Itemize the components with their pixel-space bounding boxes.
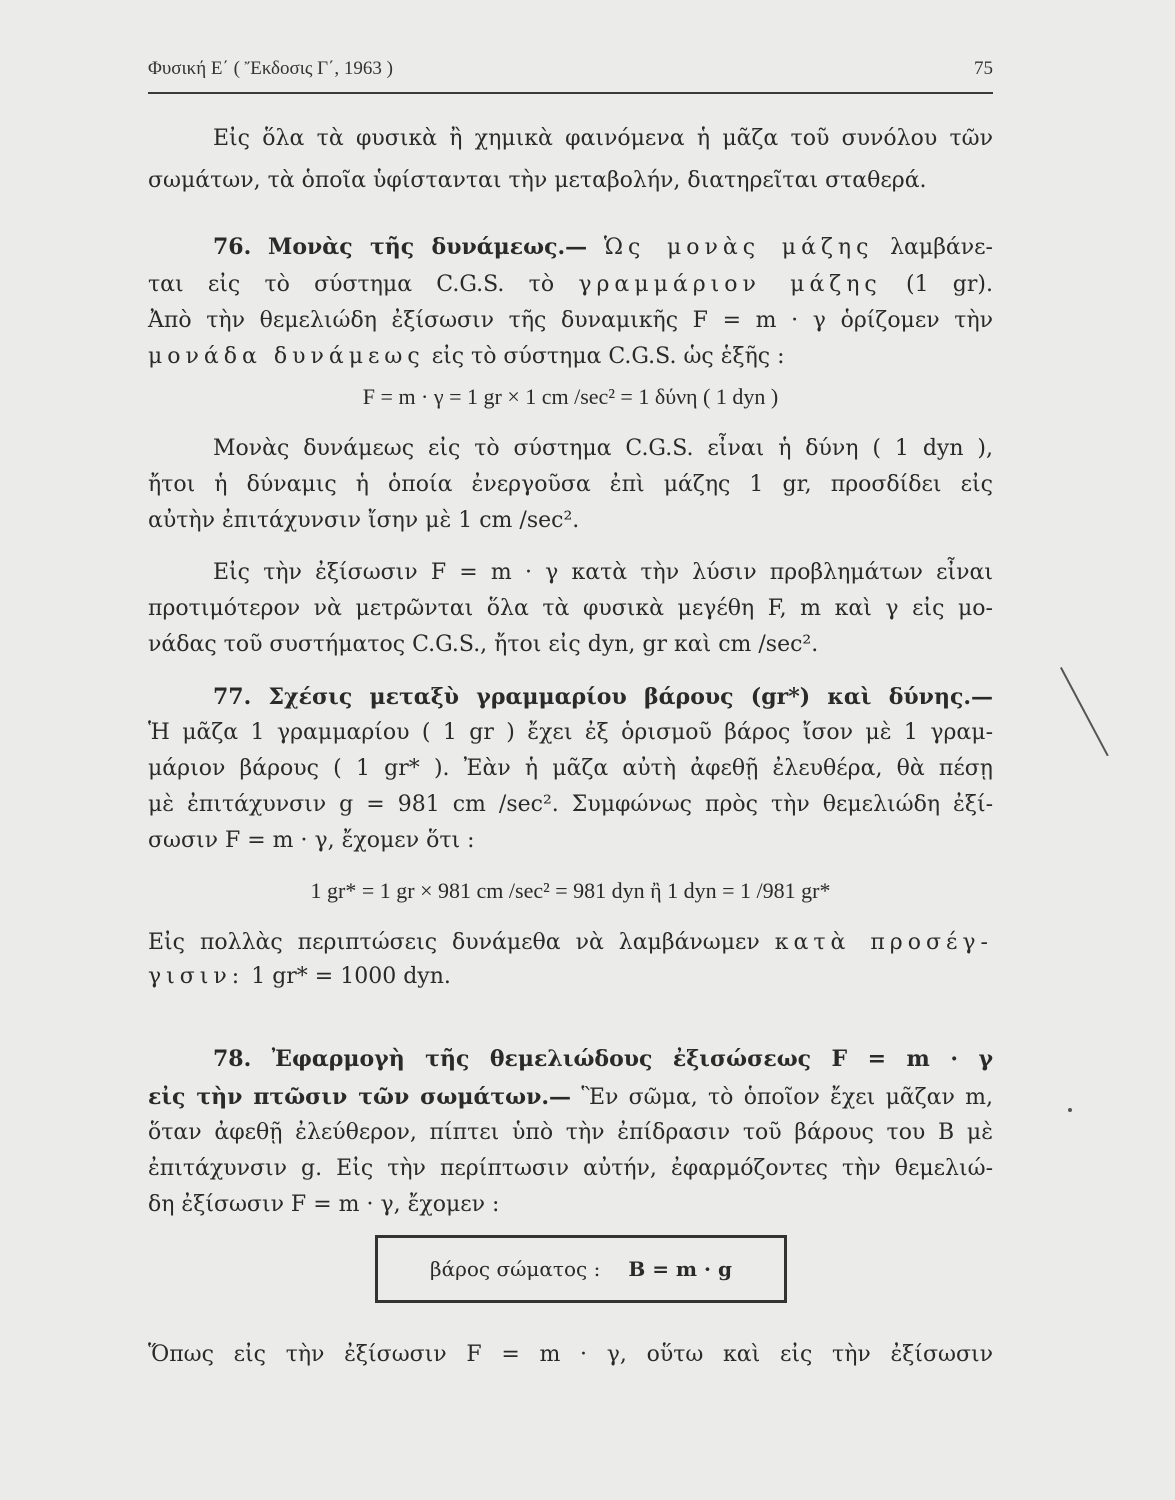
section-76-number: 76. — [213, 234, 252, 260]
text-run: Εἰς πολλὰς περιπτώσεις δυνάμεθα νὰ λαμβάνωμεν — [148, 930, 760, 955]
text-run: εἰς τὸ σύστημα C.G.S. ὡς ἑξῆς : — [431, 344, 785, 369]
text-run: λαμβάνε- — [890, 235, 993, 260]
equation-gr-star: 1 gr* = 1 gr × 981 cm /sec² = 981 dyn ἢ 1 dyn = 1 /981 gr* — [310, 878, 831, 903]
paragraph-line: αὐτὴν ἐπιτάχυνσιν ἴσην μὲ 1 cm /sec². — [148, 508, 580, 533]
box-label: βάρος σώματος : — [430, 1257, 601, 1281]
text-run: (1 gr). — [905, 272, 993, 297]
approximation-line-1 — [148, 928, 993, 958]
text-run: Ἓν σῶμα, τὸ ὁποῖον ἔχει μᾶζαν m, — [581, 1085, 993, 1110]
section-76-title: Μονὰς τῆς δυνάμεως.— — [267, 234, 588, 260]
section-76-line-2 — [148, 270, 993, 300]
paragraph-line: μὲ ἐπιτάχυνσιν g = 981 cm /sec². Συμφώνως πρὸς τὴν θεμελιώδη ἐξί- — [148, 792, 993, 817]
section-78-line-2 — [148, 1082, 993, 1113]
spaced-term: γραμμάριον μάζης — [578, 272, 882, 297]
paragraph-line: ὅταν ἀφεθῇ ἐλεύθερον, πίπτει ὑπὸ τὴν ἐπίδρασιν τοῦ βάρους του Β μὲ — [148, 1120, 993, 1145]
paragraph-line: Εἰς τὴν ἐξίσωσιν F = m · γ κατὰ τὴν λύσιν προβλημάτων εἶναι — [213, 560, 993, 585]
text-run: 1 gr* = 1000 dyn. — [251, 964, 451, 989]
paragraph-line: δη ἐξίσωσιν F = m · γ, ἔχομεν : — [148, 1192, 500, 1217]
paragraph-line: Εἰς ὅλα τὰ φυσικὰ ἢ χημικὰ φαινόμενα ἡ μᾶζα τοῦ συνόλου τῶν — [213, 126, 993, 151]
section-76-line-3: Ἀπὸ τὴν θεμελιώδη ἐξίσωσιν τῆς δυναμικῆς F = m · γ ὁρίζομεν τὴν — [148, 308, 993, 333]
text-run: ται εἰς τὸ σύστημα C.G.S. τὸ — [148, 272, 555, 297]
paragraph-line: Ὅπως εἰς τὴν ἐξίσωσιν F = m · γ, οὕτω καὶ εἰς τὴν ἐξίσωσιν — [148, 1342, 993, 1367]
running-header — [148, 58, 993, 80]
scan-mark — [1060, 667, 1109, 756]
paragraph-line: Ἡ μᾶζα 1 γραμμαρίου ( 1 gr ) ἔχει ἐξ ὁρισμοῦ βάρος ἴσον μὲ 1 γραμ- — [148, 720, 993, 745]
spaced-term: Ὡς μονὰς μάζης — [603, 235, 874, 260]
paragraph-line: σωμάτων, τὰ ὁποῖα ὑφίστανται τὴν μεταβολήν, διατηρεῖται σταθερά. — [148, 168, 927, 193]
spaced-term: κατὰ προσέγ- — [774, 930, 993, 955]
section-76-line-1 — [148, 232, 993, 263]
header-rule — [148, 92, 993, 94]
boxed-equation — [375, 1235, 787, 1303]
spaced-term: μονάδα δυνάμεως — [148, 344, 425, 369]
header-title: Φυσική Ε΄ ( Ἔκδοσις Γ΄, 1963 ) — [148, 58, 393, 79]
section-76-line-4 — [148, 342, 993, 372]
equation-dyn: F = m · γ = 1 gr × 1 cm /sec² = 1 δύνη ( 1 dyn ) — [362, 384, 779, 409]
paragraph-line: προτιμότερον νὰ μετρῶνται ὅλα τὰ φυσικὰ μεγέθη F, m καὶ γ εἰς μο- — [148, 596, 993, 621]
approximation-line-2 — [148, 962, 993, 992]
section-77-heading: 77. Σχέσις μεταξὺ γραμμαρίου βάρους (gr*) καὶ δύνης.— — [213, 684, 993, 710]
paragraph-line: Μονὰς δυνάμεως εἰς τὸ σύστημα C.G.S. εἶναι ἡ δύνη ( 1 dyn ), — [213, 436, 993, 461]
paragraph-line: ἤτοι ἡ δύναμις ἡ ὁποία ἐνεργοῦσα ἐπὶ μάζης 1 gr, προσδίδει εἰς — [148, 472, 993, 497]
page-number: 75 — [974, 58, 993, 79]
section-78-heading-line-2: εἰς τὴν πτῶσιν τῶν σωμάτων.— — [148, 1084, 572, 1110]
paragraph-line: σωσιν F = m · γ, ἔχομεν ὅτι : — [148, 828, 475, 853]
box-equation: B = m · g — [628, 1257, 732, 1281]
paragraph-line: ἐπιτάχυνσιν g. Εἰς τὴν περίπτωσιν αὐτήν, ἐφαρμόζοντες τὴν θεμελιώ- — [148, 1156, 993, 1181]
paragraph-line: νάδας τοῦ συστήματος C.G.S., ἤτοι εἰς dyn, gr καὶ cm /sec². — [148, 632, 819, 657]
section-78-heading-line-1: 78. Ἐφαρμογὴ τῆς θεμελιώδους ἐξισώσεως F = m · γ — [213, 1046, 993, 1072]
spaced-term: γισιν: — [148, 964, 245, 989]
scan-mark — [1068, 1108, 1072, 1112]
paragraph-line: μάριον βάρους ( 1 gr* ). Ἐὰν ἡ μᾶζα αὐτὴ ἀφεθῇ ἐλευθέρα, θὰ πέσῃ — [148, 756, 993, 781]
